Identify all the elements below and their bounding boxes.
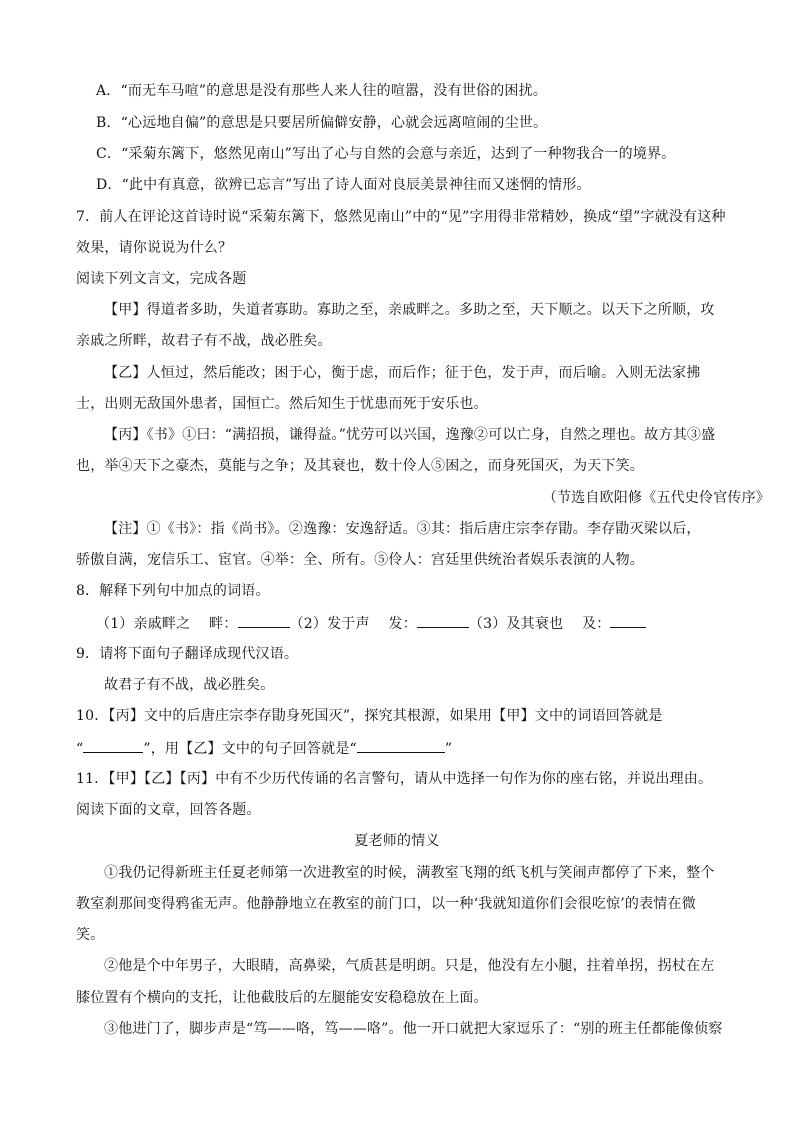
text-source: （节选自欧阳修《五代史伶官传序》 bbox=[542, 490, 770, 506]
q8-part-2-label: （2）发于声 发： bbox=[289, 616, 417, 632]
q8-part-2-blank[interactable] bbox=[417, 612, 469, 628]
question-8-parts bbox=[96, 612, 794, 635]
q10-blank-2[interactable] bbox=[357, 737, 445, 753]
q8-part-3-label: （3）及其衰也 及： bbox=[468, 616, 611, 632]
article-p1-line-3: 笑。 bbox=[76, 927, 105, 943]
modern-instruction: 阅读下面的文章，回答各题。 bbox=[76, 802, 261, 818]
option-a: A．“而无车马喧”的意思是没有那些人来人往的喧嚣，没有世俗的困扰。 bbox=[96, 83, 548, 99]
q8-part-1-blank[interactable] bbox=[238, 612, 290, 628]
question-9-sentence: 故君子有不战，战必胜矣。 bbox=[104, 677, 275, 693]
article-p1-line-2: 教室刹那间变得鸦雀无声。他静静地立在教室的前门口，以一种‘我就知道你们会很吃惊’的表情在微 bbox=[76, 896, 696, 912]
q8-part-3-blank[interactable] bbox=[610, 612, 646, 628]
classical-instruction: 阅读下列文言文，完成各题 bbox=[76, 271, 247, 287]
question-7-line-2: 效果，请你说说为什么？ bbox=[76, 240, 233, 256]
question-8-stem: 8．解释下列句中加点的词语。 bbox=[76, 583, 270, 599]
q10-blank-1[interactable] bbox=[83, 737, 143, 753]
question-7-line-1: 7．前人在评论这首诗时说“采菊东篱下，悠然见南山”中的“见”字用得非常精妙，换成“望”字就没有这种 bbox=[76, 209, 726, 225]
article-p1-line-1: ①我仍记得新班主任夏老师第一次进教室的时候，满教室飞翔的纸飞机与笑闹声都停了下来，整个 bbox=[104, 865, 715, 881]
text-bing-line-2: 也，举④天下之豪杰，莫能与之争；及其衰也，数十伶人⑤困之，而身死国灭，为天下笑。 bbox=[76, 458, 644, 474]
notes-line-2: 骄傲自满，宠信乐工、宦官。④举：全、所有。⑤伶人：宫廷里供统治者娱乐表演的人物。 bbox=[76, 552, 644, 568]
q10-middle-text: ”，用【乙】文中的句子回答就是“ bbox=[143, 741, 357, 757]
notes-line-1: 【注】①《书》：指《尚书》。②逸豫：安逸舒适。③其：指后唐庄宗李存勖。李存勖灭梁以后， bbox=[104, 521, 701, 537]
article-title: 夏老师的情义 bbox=[354, 833, 440, 849]
question-10-line-1: 10．【丙】文中的后唐庄宗李存勖身死国灭”，探究其根源，如果用【甲】文中的词语回答就是 bbox=[76, 708, 663, 724]
option-c: C．“采菊东篱下，悠然见南山”写出了心与自然的会意与亲近，达到了一种物我合一的境界。 bbox=[96, 146, 676, 162]
text-jia-line-2: 亲戚之所畔，故君子有不战，战必胜矣。 bbox=[76, 333, 332, 349]
article-p2-line-2: 膝位置有个横向的支托，让他截肢后的左腿能安安稳稳放在上面。 bbox=[76, 990, 488, 1006]
text-yi-line-1: 【乙】人恒过，然后能改；困于心，衡于虑，而后作；征于色，发于声，而后喻。入则无法家拂 bbox=[104, 365, 701, 381]
text-bing-line-1: 【丙】《书》①曰：“满招损，谦得益。”忧劳可以兴国，逸豫②可以亡身，自然之理也。故方其③盛 bbox=[104, 427, 716, 443]
option-d: D．“此中有真意，欲辨已忘言”写出了诗人面对良辰美景神往而又迷惘的情形。 bbox=[96, 177, 591, 193]
article-p2-line-1: ②他是个中年男子，大眼睛，高鼻梁，气质甚是明朗。只是，他没有左小腿，拄着单拐，拐杖在左 bbox=[104, 958, 715, 974]
text-yi-line-2: 士，出则无敌国外患者，国恒亡。然后知生于忧患而死于安乐也。 bbox=[76, 396, 488, 412]
option-b: B．“心远地自偏”的意思是只要居所偏僻安静，心就会远离喧闹的尘世。 bbox=[96, 115, 548, 131]
text-jia-line-1: 【甲】得道者多助，失道者寡助。寡助之至，亲戚畔之。多助之至，天下顺之。以天下之所顺，攻 bbox=[104, 302, 715, 318]
q8-part-1-label: （1）亲戚畔之 畔： bbox=[96, 616, 238, 632]
question-9-stem: 9．请将下面句子翻译成现代汉语。 bbox=[76, 646, 299, 662]
question-10-line-2 bbox=[76, 737, 776, 760]
question-11: 11．【甲】【乙】【丙】中有不少历代传诵的名言警句，请从中选择一句作为你的座右铭，并说出理由。 bbox=[76, 771, 713, 787]
article-p3-line-1: ③他进门了，脚步声是“笃——咯，笃——咯”。他一开口就把大家逗乐了：“别的班主任都能像侦察 bbox=[104, 1021, 723, 1037]
q10-open-quote: “ bbox=[76, 741, 84, 757]
q10-close-quote: ” bbox=[444, 741, 453, 757]
